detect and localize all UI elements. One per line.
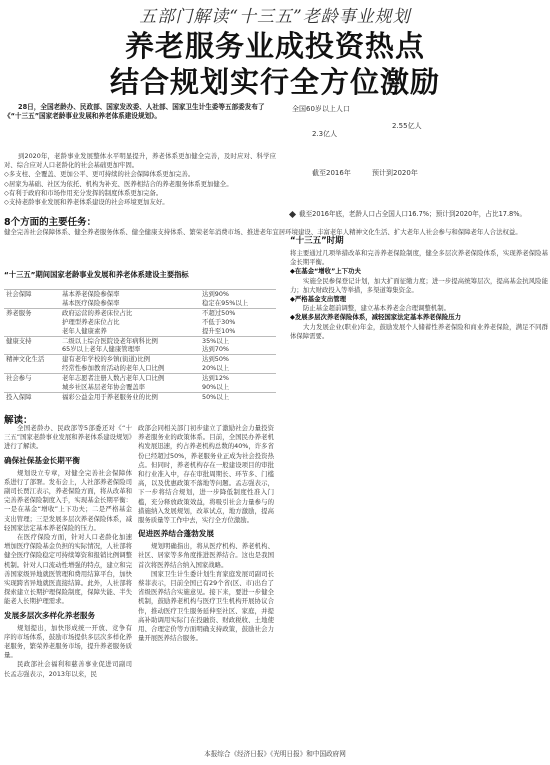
table-cell-cat: 健康支持 — [4, 336, 60, 345]
analysis-label: 解读： — [4, 415, 33, 426]
table-row — [4, 327, 276, 336]
table-row — [4, 355, 276, 364]
analysis-paragraph: 民政部社会福利和慈善事业促进司副司长孟志强表示，2013年以来，民 — [4, 660, 132, 678]
stats-note-text: 截至2016年底，老龄人口占全国人口16.7%；预计到2020年，占比17.8%。 — [299, 210, 527, 218]
analysis-subheading: 发展多层次多样化养老服务 — [4, 610, 96, 620]
analysis-paragraph: 国家卫生计生委计划生育家庭发展司副司长蔡菲表示，目前全国已有29个省(区、市)出台了省级医养结合实施意见。接下来，要进一步健全机制，鼓励养老机构与医疗卫生机构开展协议合作，推动医疗卫生服务延伸至社区、家庭，并提高补助调用实际门在投融资、财政税收、土地使用、合理定价等方面明确支持政策，鼓励社会力量开展医养结合服务。 — [138, 569, 274, 643]
table-cell-cat — [4, 299, 60, 308]
table-cell-val: 达到70% — [202, 345, 229, 354]
intro-bullet: ◇有利于政府和市场作用充分发挥的制度体系更加完备。 — [4, 188, 163, 197]
plan-item-head: ◆严格基金支出管理 — [290, 295, 347, 304]
plan-right-intro: 将主要通过几项举措改革和完善养老保险制度，健全多层次养老保险体系，实现养老保险基金长期平衡。 — [290, 249, 548, 267]
table-cell-ind: 老年志愿者注册人数占老年人口比例 — [60, 374, 200, 383]
stat-axis-2016: 截至2016年 — [312, 169, 351, 177]
analysis-paragraph: 在医疗保险方面，针对人口老龄化加速增加医疗保险基金负担的实际情况，人社部将健全医疗保险稳定可持续筹资和报销比例调整机制。针对人口流动性增强的特点，建立和完善国家级异地就医管理和费用结算平台，加快实现跨省异地就医直接结算。此外，人社部将探索建立长期护理保险制度，保障失能、半失能老人长期护理需求。 — [4, 533, 132, 606]
stat-axis-2020: 预计到2020年 — [372, 169, 418, 177]
table-cell-cat: 社会保障 — [4, 290, 60, 299]
table-cell-cat: 精神文化生活 — [4, 355, 60, 364]
table-cell-cat — [4, 383, 60, 392]
table-cell-ind: 基本养老保险参保率 — [60, 290, 200, 299]
intro-bullet: ◇居家为基础、社区为依托、机构为补充、医养相结合的养老服务体系更加健全。 — [4, 179, 233, 188]
table-cell-ind: 65岁以上老年人健康管理率 — [62, 345, 141, 354]
table-cell-cat: 养老服务 — [4, 308, 60, 317]
plan-item-head: ◆发展多层次养老保险体系，减轻国家法定基本养老保险压力 — [290, 313, 462, 322]
goals-title: 8个方面的主要任务： — [4, 217, 97, 228]
analysis-column-1 — [4, 424, 132, 679]
plan-right-title: “十三五”时期 — [290, 236, 344, 246]
headline-line-2: 结合规划实行全方位激励 — [109, 65, 440, 99]
table-cell-val: 20%以上 — [202, 364, 229, 373]
table-cell-cat — [4, 364, 60, 373]
plan-item-body: 大力发展企业(职业)年金，鼓励发展个人储蓄性养老保险和商业养老保险，满足不同群体保障需要。 — [290, 322, 548, 340]
goals-text: 健全完善社会保障体系、健全养老服务体系、健全健康支持体系、繁荣老年消费市场、推进老年宜居环境建设、丰富老年人精神文化生活、扩大老年人社会参与和保障老年人合法权益。 — [4, 228, 522, 236]
analysis-paragraph: 规划提出，加快形成统一开放、竞争有序的市场体系，鼓励市场提供多层次多样化养老服务，繁荣养老服务市场，提升养老服务质量。 — [4, 623, 132, 660]
plan-right-block — [290, 232, 548, 341]
table-cell-cat: 投入保障 — [4, 392, 60, 401]
intro-bullet: ◇支持老龄事业发展和养老体系建设的社会环境更加友好。 — [4, 198, 169, 207]
table-row — [4, 299, 276, 308]
stat-value-2016: 2.3亿人 — [312, 130, 338, 138]
table-cell-cat — [4, 318, 60, 327]
analysis-paragraph: 全国老龄办、民政部等5部委还对《“十三五”国家老龄事业发展和养老体系建设规划》进行了解读。 — [4, 424, 132, 451]
kicker-title: 五部门解读“十三五”老龄事业规划 — [139, 7, 411, 27]
table-row — [4, 308, 276, 317]
table-cell-val: 90%以上 — [202, 383, 229, 392]
table-row — [4, 290, 276, 299]
table-cell-val: 达到12% — [200, 374, 276, 383]
stats-note — [290, 210, 546, 219]
lead-paragraph: 28日，全国老龄办、民政部、国家发改委、人社部、国家卫生计生委等五部委发布了《“十三五”国家老龄事业发展和养老体系建设规划》。 — [4, 103, 265, 121]
table-cell-ind: 经常性参加教育活动的老年人口比例 — [62, 364, 165, 373]
table-row — [4, 364, 276, 373]
intro-bullet: ◇多支柱、全覆盖、更加公平、更可持续的社会保障体系更加完善。 — [4, 170, 195, 179]
analysis-paragraph: 规划明确指出，将从医疗机构、养老机构、社区、居家等多角度推进医养结合。这也是我国首次将医养结合纳入国家战略。 — [138, 542, 274, 569]
table-cell-ind: 二级以上综合医院设老年病科比例 — [60, 336, 200, 345]
table-cell-ind: 政府运营的养老床位占比 — [60, 308, 200, 317]
table-cell-ind: 城乡社区基层老年协会覆盖率 — [62, 383, 146, 392]
table-cell-ind: 建有老年学校的乡镇(街道)比例 — [60, 355, 200, 364]
table-row — [4, 383, 276, 392]
indicator-table — [4, 289, 276, 402]
table-cell-val: 稳定在95%以上 — [202, 298, 249, 307]
table-cell-cat — [4, 327, 60, 336]
table-cell-val: 不低于30% — [202, 317, 236, 326]
table-row — [4, 374, 276, 383]
table-cell-val: 提升至10% — [202, 326, 236, 335]
stat-value-2020: 2.55亿人 — [392, 122, 422, 130]
table-cell-ind: 老年人健康素养 — [62, 326, 107, 335]
table-cell-val: 不超过50% — [200, 308, 276, 317]
stat-label-population: 全国60岁以上人口 — [292, 105, 350, 113]
plan-item-body: 实施全民参保登记计划，加大扩面征缴力度；进一步提高统筹层次，提高基金抗风险能力；加大财政投入等举措，多渠道筹集资金。 — [290, 276, 548, 294]
table-row — [4, 345, 276, 354]
analysis-subheading: 促进医养结合蓬勃发展 — [138, 529, 214, 539]
table-row — [4, 318, 276, 327]
intro-block — [4, 152, 276, 207]
table-cell-val: 50%以上 — [200, 392, 276, 401]
analysis-column-2 — [138, 424, 274, 643]
table-cell-ind: 福彩公益金用于养老服务业的比例 — [60, 392, 200, 401]
table-cell-val: 35%以上 — [200, 336, 276, 345]
analysis-paragraph: 政部会同相关部门初步建立了激励社会力量投资养老服务业的政策体系。目前，全国民办养老机构发展迅速，约占养老机构总数的40%，许多省份已经超过50%，养老服务业正成为社会投资热点。但同时，养老机构存在一般建设项目的审批和行业准入中，存在审批周期长、环节多、门槛高，以及优惠政策不落地等问题。孟志强表示，下一步将结合规划，进一步降低制度性准入门槛，充分释放政策效益，将吸引社会力量参与的措施纳入发展规划，改革试点，地方激励，提高服务质量等工作中去，实行全方位激励。 — [138, 424, 274, 525]
diamond-bullet-icon — [289, 210, 296, 217]
table-cell-val: 达到50% — [200, 355, 276, 364]
analysis-paragraph: 规划设立专章，对健全完善社会保障体系进行了部署。发布会上，人社部养老保险司副司长贾江表示，养老保险方面，将从改革和完善养老保险制度入手，实现基金长期平衡：一是在基金“增收”上下功夫；二是严格基金支出管理；三是发展多层次养老保险体系，减轻国家法定基本养老保险的压力。 — [4, 468, 132, 532]
table-cell-ind: 基本医疗保险参保率 — [62, 298, 120, 307]
source-footer: 本报综合《经济日报》《光明日报》和中国政府网 — [204, 750, 346, 758]
table-cell-val: 达到90% — [200, 290, 276, 299]
plan-item-head: ◆在基金“增收”上下功夫 — [290, 267, 361, 276]
intro-paragraph: 到2020年，老龄事业发展整体水平明显提升，养老体系更加健全完善，及时应对、科学应对、综合应对人口老龄化的社会基础更加牢固。 — [4, 152, 276, 170]
headline-line-1: 养老服务业成投资热点 — [124, 29, 425, 63]
plan-right-items — [290, 267, 548, 341]
table-row — [4, 336, 276, 345]
table-row — [4, 392, 276, 401]
table-cell-cat: 社会参与 — [4, 374, 60, 383]
table-cell-cat — [4, 345, 60, 354]
plan-item-body: 防止基金超前调整，建立基本养老金合理调整机制。 — [303, 304, 450, 313]
analysis-subheading: 确保社保基金长期平衡 — [4, 455, 80, 465]
indicator-table-title: “十三五”期间国家老龄事业发展和养老体系建设主要指标 — [4, 270, 189, 279]
table-cell-ind: 护理型养老床位占比 — [62, 317, 120, 326]
